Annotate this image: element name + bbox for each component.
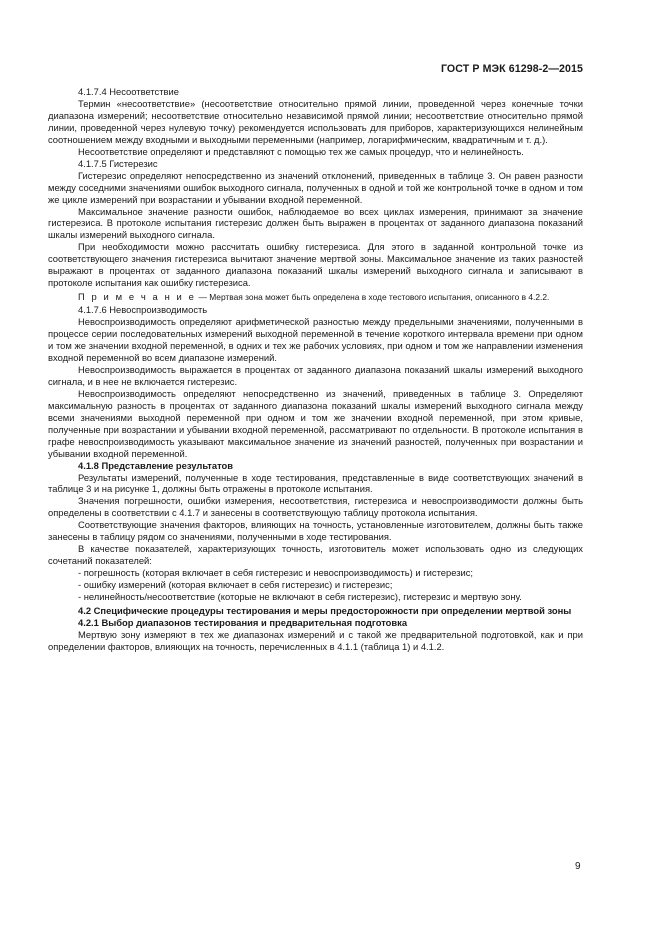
section-heading-4-1-7-6: 4.1.7.6 Невоспроизводимость: [78, 304, 208, 316]
list-item: - ошибку измерений (которая включает в себя гистерезис) и гистерезис;: [78, 579, 393, 591]
paragraph: Соответствующие значения факторов, влияющих на точность, установленные изготовителем, должны быть также занесены в таблицу рядом со значениями, полученными в ходе тестирования.: [48, 519, 583, 543]
paragraph: Значения погрешности, ошибки измерения, несоответствия, гистерезиса и невоспроизводимости должны быть определены в соответствии с 4.1.7 и занесены в соответствующую таблицу протокола испытания.: [48, 495, 583, 519]
list-item: - погрешность (которая включает в себя гистерезис и невоспроизводимость) и гистерезис;: [78, 567, 474, 579]
document-header: ГОСТ Р МЭК 61298-2—2015: [440, 63, 583, 75]
document-body: [48, 86, 583, 653]
paragraph: Результаты измерений, полученные в ходе тестирования, представленные в виде соответствующих значений в таблице 3 и на рисунке 1, должны быть отражены в протоколе испытания.: [48, 471, 583, 495]
section-heading-4-1-7-4: 4.1.7.4 Несоответствие: [78, 86, 179, 97]
section-heading-4-1-7-5: 4.1.7.5 Гистерезис: [78, 157, 158, 169]
paragraph: Невоспроизводимость определяют непосредственно из значений, приведенных в таблице 3. Определяют максимальную разность в процентах от заданного диапазона показаний шкалы измерений выходного сигнала между всеми значениями выходной переменной при одном и том же значении входной переменной, при этом кривые, полученные при возрастании и убывании входной переменной, рассматривают по отдельности. В протоколе испытания в графе невоспроизводимость указывают максимальное значение из значений разностей, полученных при возрастании и убывании входной переменной.: [48, 387, 583, 459]
section-heading-4-2-1: 4.2.1 Выбор диапазонов тестирования и предварительная подготовка: [78, 616, 408, 628]
paragraph: В качестве показателей, характеризующих точность, изготовитель может использовать одно из следующих сочетаний показателей:: [48, 543, 583, 567]
section-heading-4-1-8: 4.1.8 Представление результатов: [78, 459, 234, 471]
paragraph: Несоответствие определяют и представляют с помощью тех же самых процедур, что и нелинейность.: [78, 145, 524, 157]
paragraph: При необходимости можно рассчитать ошибку гистерезиса. Для этого в заданной контрольной точке из соответствующего значения гистерезиса вычитают значение мертвой зоны. Максимальное значение из таких разностей выражают в процентах от заданного диапазона показаний шкалы измерений выходного сигнала и записывают в протоколе испытания как ошибку гистерезиса.: [48, 241, 583, 289]
paragraph: Невоспроизводимость определяют арифметической разностью между предельными значениями, полученными в процессе серии последовательных измерений выходной переменной в течение короткого интервала времени при одном и том же значении входной переменной, в одних и тех же рабочих условиях, при одном и том же направлении изменения входной переменной во всем диапазоне измерений.: [48, 316, 583, 363]
paragraph: Гистерезис определяют непосредственно из значений отклонений, приведенных в таблице 3. Он равен разности между соседними значениями ошибок выходного сигнала, полученных в одной и той же контрольной точке в одном и том же цикле измерений при возрастании и убывании входной переменной.: [48, 169, 583, 205]
paragraph: Термин «несоответствие» (несоответствие относительно прямой линии, проведенной через конечные точки диапазона измерений; несоответствие относительно независимой прямой линии; несоответствие относительно прямой линии, проведенной через нулевую точку) рекомендуется использовать для приборов, характеризующихся нелинейным соотношением между входными и выходными переменными (например, логарифмическим, квадратичным и т. д.).: [48, 97, 583, 145]
paragraph: Мертвую зону измеряют в тех же диапазонах измерений и с такой же предварительной подготовкой, как и при определении факторов, влияющих на точность, перечисленных в 4.1.1 (таблица 1) и 4.1.2.: [48, 628, 583, 652]
note-label: П р и м е ч а н и е: [78, 291, 196, 303]
section-heading-4-2: 4.2 Специфические процедуры тестирования и меры предосторожности при определении мертвой зоны: [78, 604, 572, 616]
page-number: 9: [575, 861, 581, 872]
list-item: - нелинейность/несоответствие (которые не включают в себя гистерезис), гистерезис и мертвую зону.: [78, 591, 522, 603]
note: [48, 291, 583, 304]
paragraph: Невоспроизводимость выражается в процентах от заданного диапазона показаний шкалы измерений выходного сигнала, и в нее не включается гистерезис.: [48, 363, 583, 387]
paragraph: Максимальное значение разности ошибок, наблюдаемое во всех циклах измерения, принимают за значение гистерезиса. В протоколе испытания гистерезис должен быть выражен в процентах от заданного диапазона показаний шкалы измерений выходного сигнала.: [48, 205, 583, 241]
note-text: — Мертвая зона может быть определена в ходе тестового испытания, описанного в 4.2.2.: [198, 292, 550, 303]
